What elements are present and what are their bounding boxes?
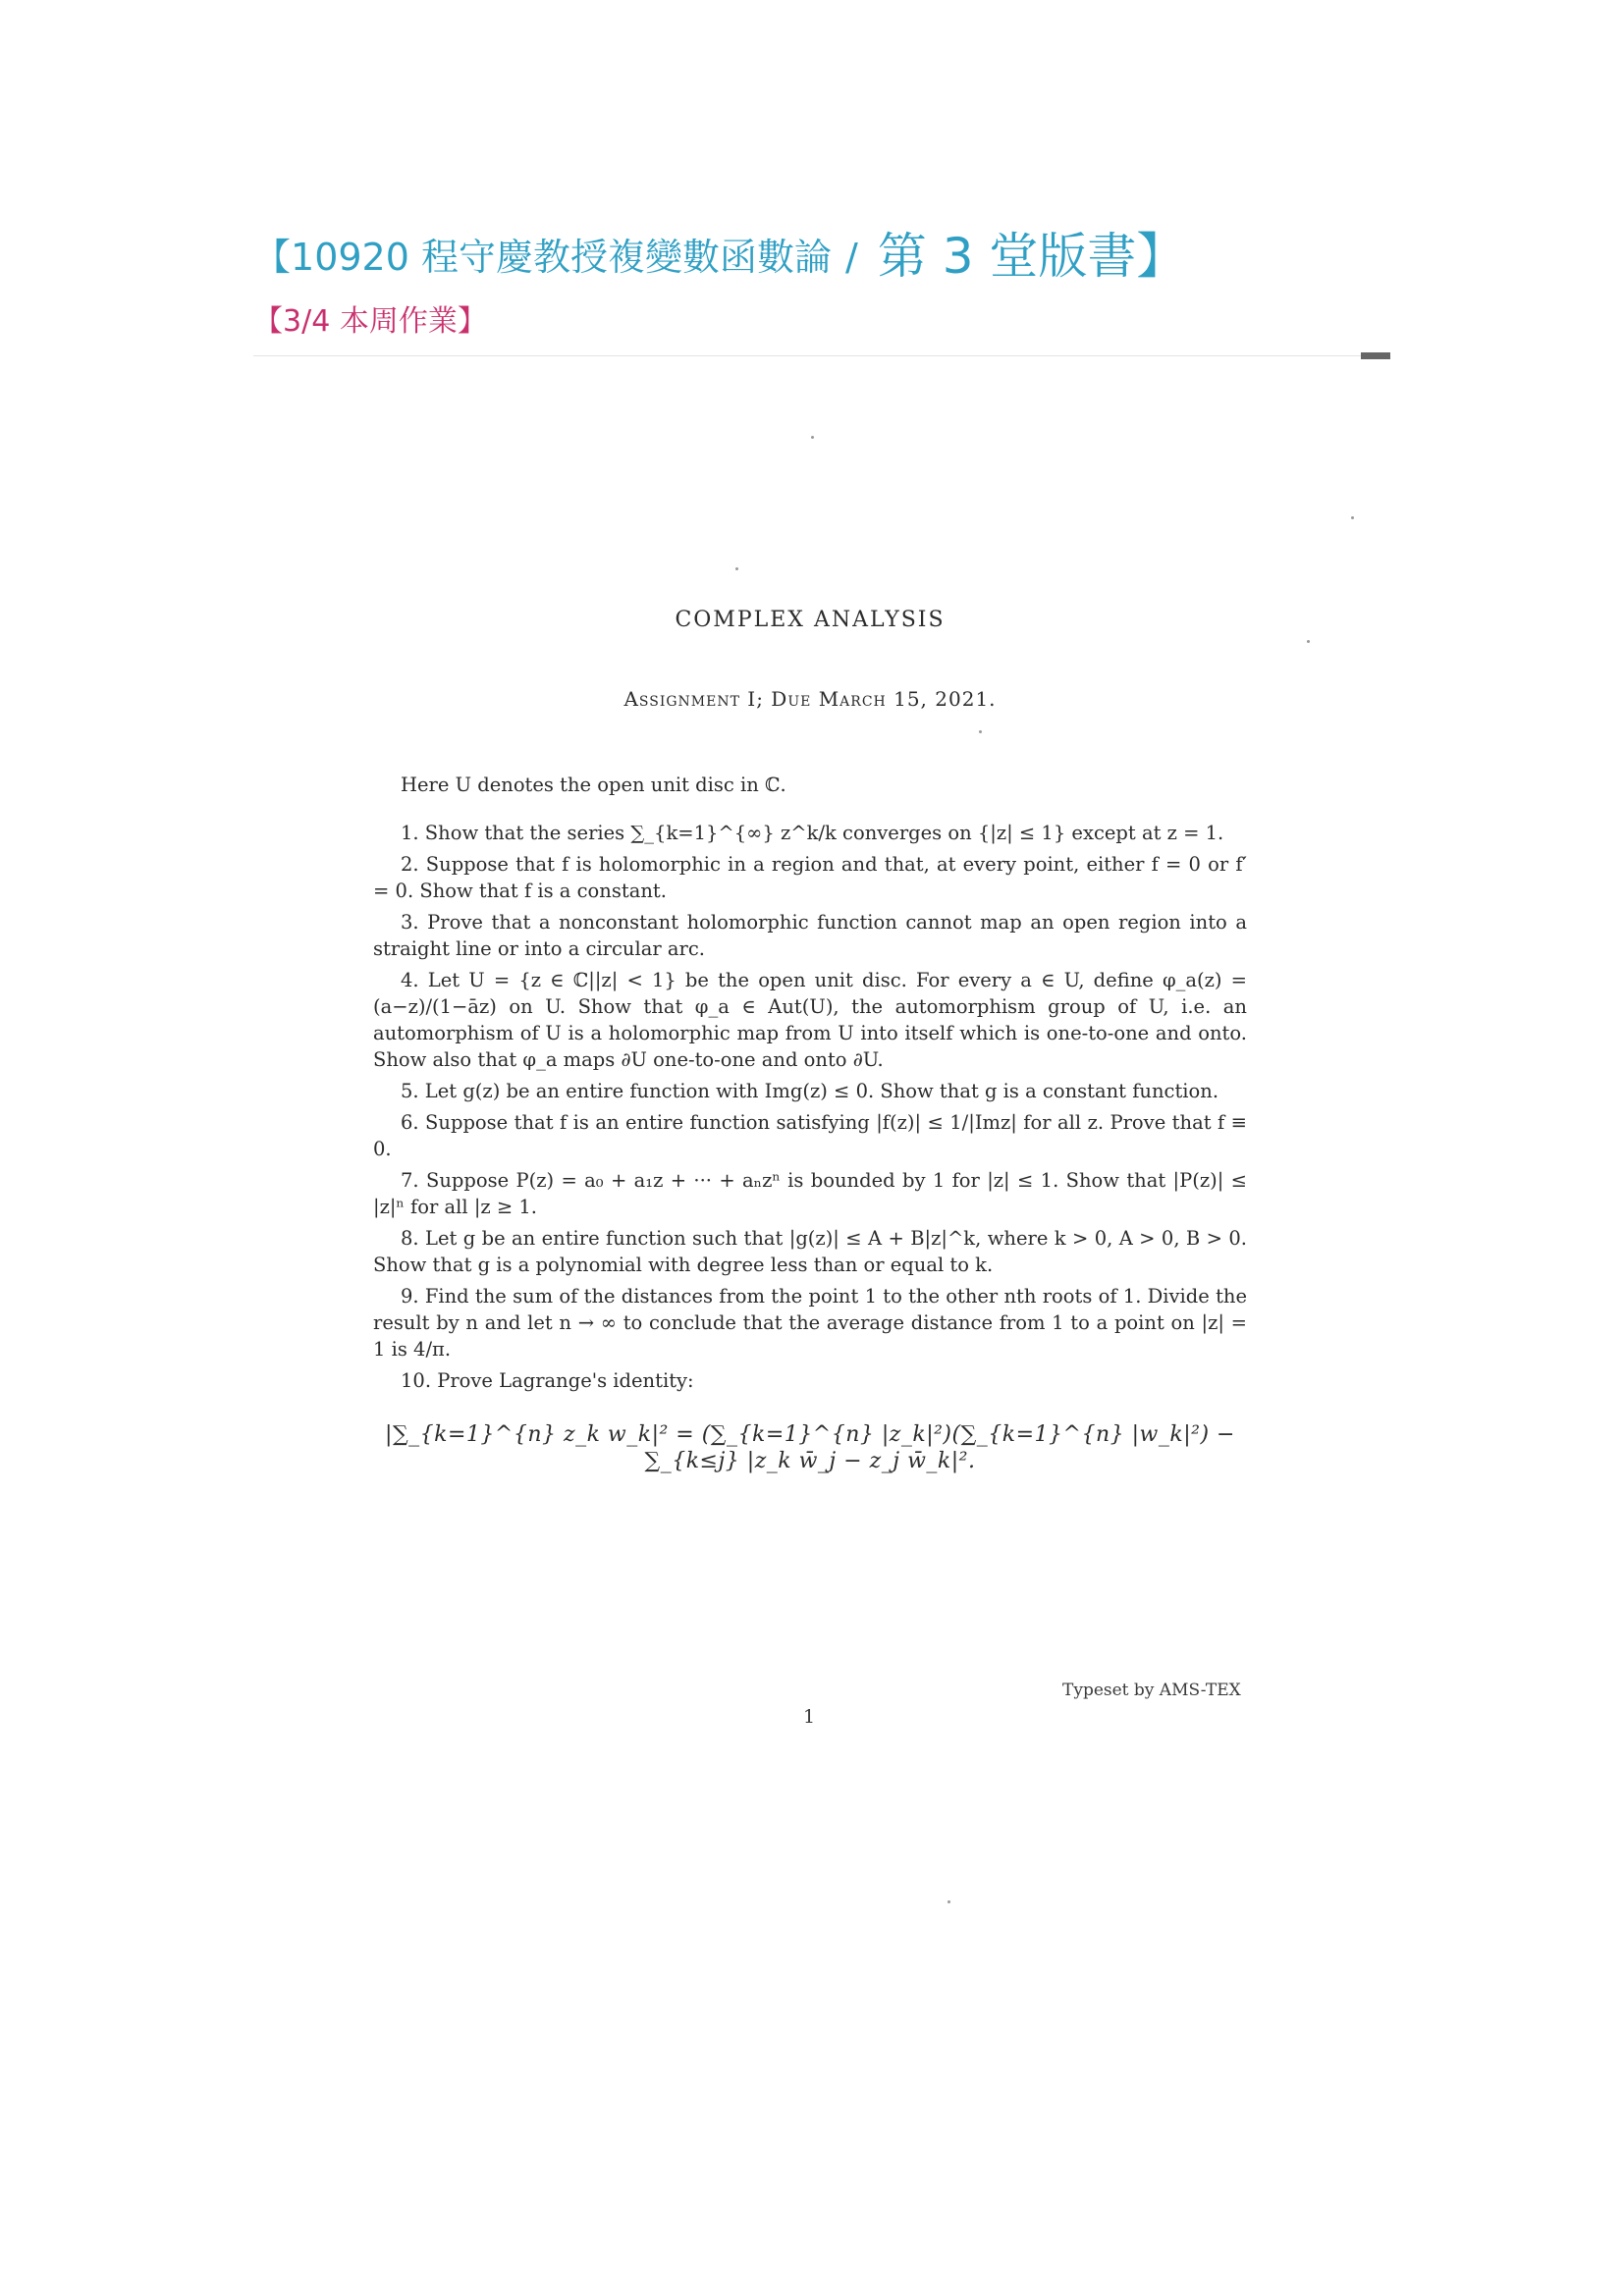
page-number: 1 — [803, 1706, 816, 1728]
problem-list — [373, 820, 1247, 1394]
scan-speck — [1307, 640, 1310, 643]
scan-speck — [1351, 516, 1354, 519]
problem-8: 8. Let g be an entire function such that |g(z)| ≤ A + B|z|^k, where k > 0, A > 0, B > 0. Show that g is a polynomial with degree less than or equal to k. — [373, 1227, 1247, 1276]
problem-7: 7. Suppose P(z) = a₀ + a₁z + ··· + aₙzⁿ is bounded by 1 for |z| ≤ 1. Show that |P(z)| ≤ |z|ⁿ for all |z ≥ 1. — [373, 1169, 1247, 1218]
lagrange-identity-formula: |∑_{k=1}^{n} z_k w_k|² = (∑_{k=1}^{n} |z_k|²)(∑_{k=1}^{n} |w_k|²) − ∑_{k≤j} |z_k w̄_j − z_j w̄_k|². — [385, 1422, 1235, 1473]
problem-5: 5. Let g(z) be an entire function with Img(z) ≤ 0. Show that g is a constant function. — [401, 1080, 1219, 1102]
homework-label: 【3/4 本周作業】 — [253, 304, 487, 339]
header-divider — [253, 355, 1363, 356]
lecture-label: 第 3 堂版書】 — [877, 228, 1186, 285]
problem-4: 4. Let U = {z ∈ ℂ||z| < 1} be the open unit disc. For every a ∈ U, define φ_a(z) = (a−z)/(1−āz) on U. Show that φ_a ∈ Aut(U), the automorphism group of U, i.e. an automorphism of U is a holomorphic map from U into itself which is one-to-one and onto. Show also that φ_a maps ∂U one-to-one and onto ∂U. — [373, 969, 1247, 1071]
problem-1: 1. Show that the series ∑_{k=1}^{∞} z^k/k converges on {|z| ≤ 1} except at z = 1. — [401, 822, 1224, 844]
problem-9: 9. Find the sum of the distances from the point 1 to the other nth roots of 1. Divide the result by n and let n → ∞ to conclude that the average distance from 1 to a point on |z| = 1 is 4/π. — [373, 1285, 1247, 1361]
document-subtitle: Assignment I; Due March 15, 2021. — [623, 687, 997, 711]
scan-mark — [1361, 352, 1390, 359]
title-bracket: 【 — [253, 236, 292, 279]
title-separator: / — [844, 236, 858, 279]
course-title: 10920 程守慶教授複變數函數論 — [291, 236, 832, 279]
problem-3: 3. Prove that a nonconstant holomorphic function cannot map an open region into a straight line or into a circular arc. — [373, 911, 1247, 960]
problem-10: 10. Prove Lagrange's identity: — [401, 1369, 694, 1392]
scan-speck — [947, 1900, 950, 1903]
problem-6: 6. Suppose that f is an entire function satisfying |f(z)| ≤ 1/|Imz| for all z. Prove that f ≡ 0. — [373, 1111, 1247, 1160]
intro-text: Here U denotes the open unit disc in ℂ. — [401, 774, 786, 796]
header-title — [253, 214, 1185, 285]
scan-speck — [811, 436, 814, 439]
assignment-document — [373, 491, 1247, 1474]
problem-2: 2. Suppose that f is holomorphic in a region and that, at every point, either f = 0 or f′ = 0. Show that f is a constant. — [373, 853, 1247, 902]
document-title: COMPLEX ANALYSIS — [675, 608, 946, 632]
typeset-credit: Typeset by AMS-TEX — [1062, 1681, 1241, 1700]
